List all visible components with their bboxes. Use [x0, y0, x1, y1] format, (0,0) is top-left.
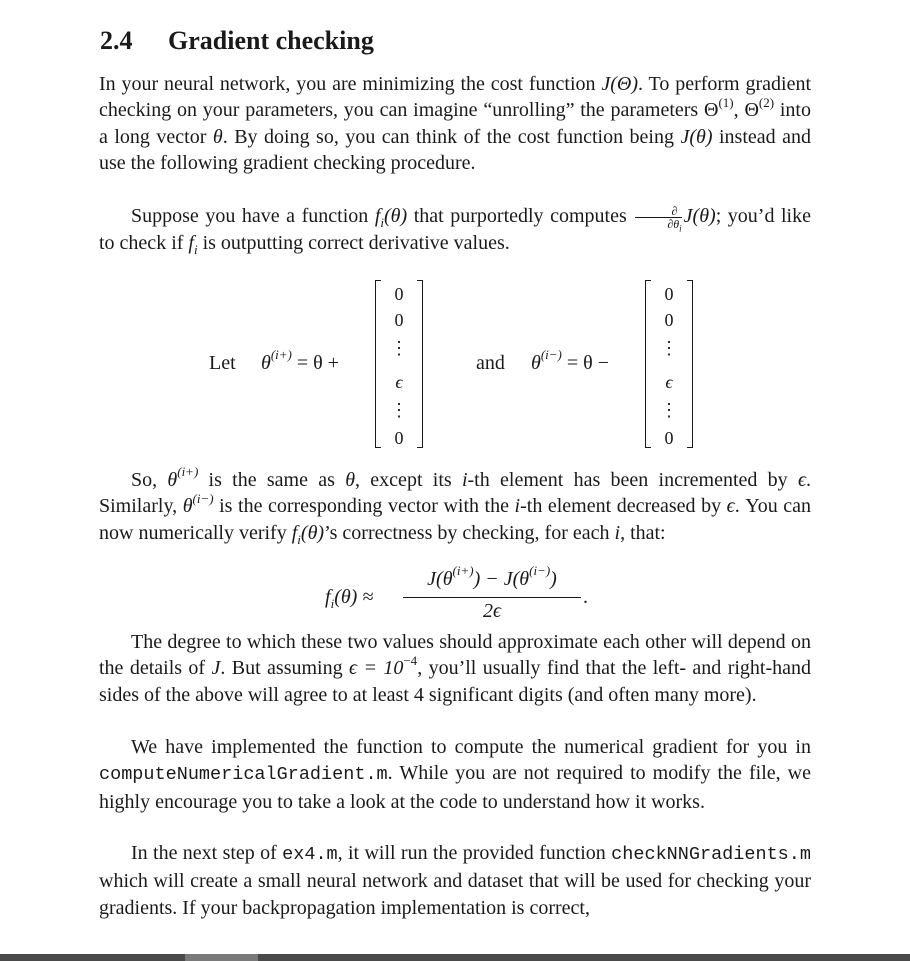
- math: J(θ: [427, 568, 453, 590]
- math: ϵ: [797, 469, 807, 491]
- bracket-right: [417, 280, 423, 448]
- math: ∂θ: [667, 216, 680, 231]
- equation-denominator: [403, 600, 581, 623]
- paragraph-intro: [99, 71, 811, 176]
- vector-entry: ⋮: [660, 338, 678, 358]
- vector-entry: ϵ: [665, 372, 673, 392]
- paragraph-explanation: [99, 464, 812, 547]
- equation-period: .: [583, 586, 588, 608]
- math: (θ): [300, 521, 325, 544]
- vector-entry: 0: [394, 428, 404, 448]
- math: (θ) ≈: [334, 586, 374, 608]
- text: that purportedly computes: [407, 205, 634, 227]
- text: So,: [131, 469, 168, 491]
- equation-numerator: [403, 563, 581, 591]
- horizontal-scrollbar[interactable]: [0, 954, 910, 961]
- bracket-right: [687, 280, 693, 448]
- code-filename: computeNumericalGradient.m: [99, 764, 388, 786]
- math-sup: −4: [403, 652, 418, 668]
- text: . By doing so, you can think of the cost function being: [222, 125, 681, 148]
- text: In your neural network, you are minimizing the cost function: [99, 73, 602, 95]
- vector-entry: 0: [394, 310, 404, 330]
- math: ): [550, 568, 557, 590]
- math-sup: (i−): [529, 563, 551, 579]
- math: ϵ: [726, 495, 735, 518]
- math: θ: [261, 352, 271, 374]
- math: ∂: [671, 203, 678, 218]
- math: 2ϵ: [482, 600, 502, 622]
- vector-entry: ϵ: [395, 372, 403, 392]
- math-sup: (i+): [270, 347, 292, 363]
- vector-entry: ⋮: [390, 338, 408, 358]
- math-sup: (i+): [452, 563, 474, 579]
- vector-entry: ⋮: [660, 400, 678, 420]
- and-label: and: [476, 352, 505, 374]
- math-sub: i: [380, 215, 384, 230]
- math: θ: [531, 352, 541, 374]
- math: = θ +: [291, 352, 340, 374]
- vector-entry: 0: [664, 310, 674, 330]
- theta-plus-lhs: [261, 347, 340, 375]
- math: , Θ: [733, 99, 759, 122]
- text: , it will run the provided function: [337, 842, 612, 864]
- text: instead and use the following gradient checking procedure.: [99, 125, 811, 174]
- math: J(Θ): [601, 73, 639, 95]
- math: Θ: [704, 99, 719, 122]
- bracket-left: [645, 280, 651, 448]
- math: J(θ): [683, 205, 716, 227]
- partial-derivative: [635, 203, 682, 234]
- theta-minus-lhs: [531, 347, 610, 375]
- code-filename: ex4.m: [282, 844, 338, 865]
- fraction-bar: [403, 597, 581, 598]
- text: The degree to which these two values should approximate each other will depend on the details of: [99, 631, 811, 680]
- text: , you’ll usually find that the left- and right-hand sides of the above will agree to at least 4 significant digits (and often many more).: [99, 657, 811, 706]
- let-label: Let: [209, 352, 236, 374]
- text: is the same as: [198, 469, 346, 491]
- math: ) − J(θ: [473, 568, 530, 590]
- math: f: [325, 586, 331, 608]
- paragraph-next-step: [99, 840, 811, 921]
- paragraph-suppose: [99, 203, 811, 256]
- text: , that:: [620, 521, 666, 544]
- math: i: [614, 521, 621, 544]
- math: θ: [182, 495, 193, 518]
- math: θ: [345, 469, 356, 491]
- text: . While you are not required to modify the file, we highly encourage you to take a look at the code to understand how it works.: [99, 762, 811, 813]
- math-sup: (2): [758, 94, 775, 110]
- math: J(θ): [680, 125, 713, 148]
- paragraph-degree: [99, 629, 811, 708]
- math-sup: (i−): [540, 347, 562, 363]
- math-sub: i: [330, 596, 335, 611]
- text: -th element has been incremented by: [467, 469, 798, 491]
- math: i: [461, 469, 468, 491]
- math: θ: [167, 469, 178, 491]
- math-sub: i: [193, 241, 198, 257]
- text: . To perform gradient checking on your parameters, you can imagine “unrolling” the parameters: [99, 73, 811, 122]
- math: = θ −: [561, 352, 610, 374]
- epsilon-vector-minus: [645, 280, 693, 448]
- vector-entry: ⋮: [390, 400, 408, 420]
- equation-lhs: [325, 586, 373, 609]
- math-sup: (1): [718, 94, 734, 110]
- math: f: [291, 521, 298, 544]
- text: ’s correctness by checking, for each: [324, 521, 615, 544]
- text: , except its: [355, 469, 462, 491]
- paragraph-implementation: [99, 734, 811, 815]
- epsilon-vector-plus: [375, 280, 423, 448]
- scrollbar-thumb[interactable]: [185, 954, 258, 961]
- vector-entry: 0: [394, 284, 404, 304]
- text: In the next step of: [131, 842, 283, 864]
- text: ; you’d like to check if: [99, 205, 811, 254]
- section-number: 2.4: [100, 26, 133, 55]
- text: into a long vector: [99, 99, 811, 148]
- vector-definitions: [0, 276, 910, 451]
- section-title: Gradient checking: [168, 26, 374, 55]
- text: We have implemented the function to compute the numerical gradient for you in: [131, 736, 811, 758]
- math: θ: [212, 125, 223, 148]
- section-heading: [100, 26, 374, 56]
- text: . You can now numerically verify: [99, 495, 811, 544]
- vector-entry: 0: [664, 428, 674, 448]
- vector-entry: 0: [664, 284, 674, 304]
- text: which will create a small neural network and dataset that will be used for checking your gradients. If your backpropagation implementation is correct,: [99, 870, 811, 919]
- code-filename: checkNNGradients.m: [611, 844, 811, 865]
- math: f: [374, 205, 381, 227]
- text: Suppose you have a function: [131, 205, 375, 227]
- math: ϵ = 10: [349, 657, 404, 680]
- bracket-left: [375, 280, 381, 448]
- text: . But assuming: [220, 657, 349, 680]
- math-sup: (i+): [177, 464, 199, 480]
- math: J: [211, 657, 221, 680]
- math: i: [514, 495, 521, 518]
- math: f: [188, 231, 194, 254]
- math: (θ): [384, 205, 408, 227]
- text: -th element decreased by: [520, 495, 727, 518]
- math-sub: i: [679, 223, 682, 234]
- text: is the corresponding vector with the: [213, 495, 515, 518]
- math-sup: (i−): [192, 490, 214, 506]
- text: is outputting correct derivative values.: [197, 231, 510, 254]
- text: . Similarly,: [99, 469, 812, 518]
- math-sub: i: [297, 531, 301, 547]
